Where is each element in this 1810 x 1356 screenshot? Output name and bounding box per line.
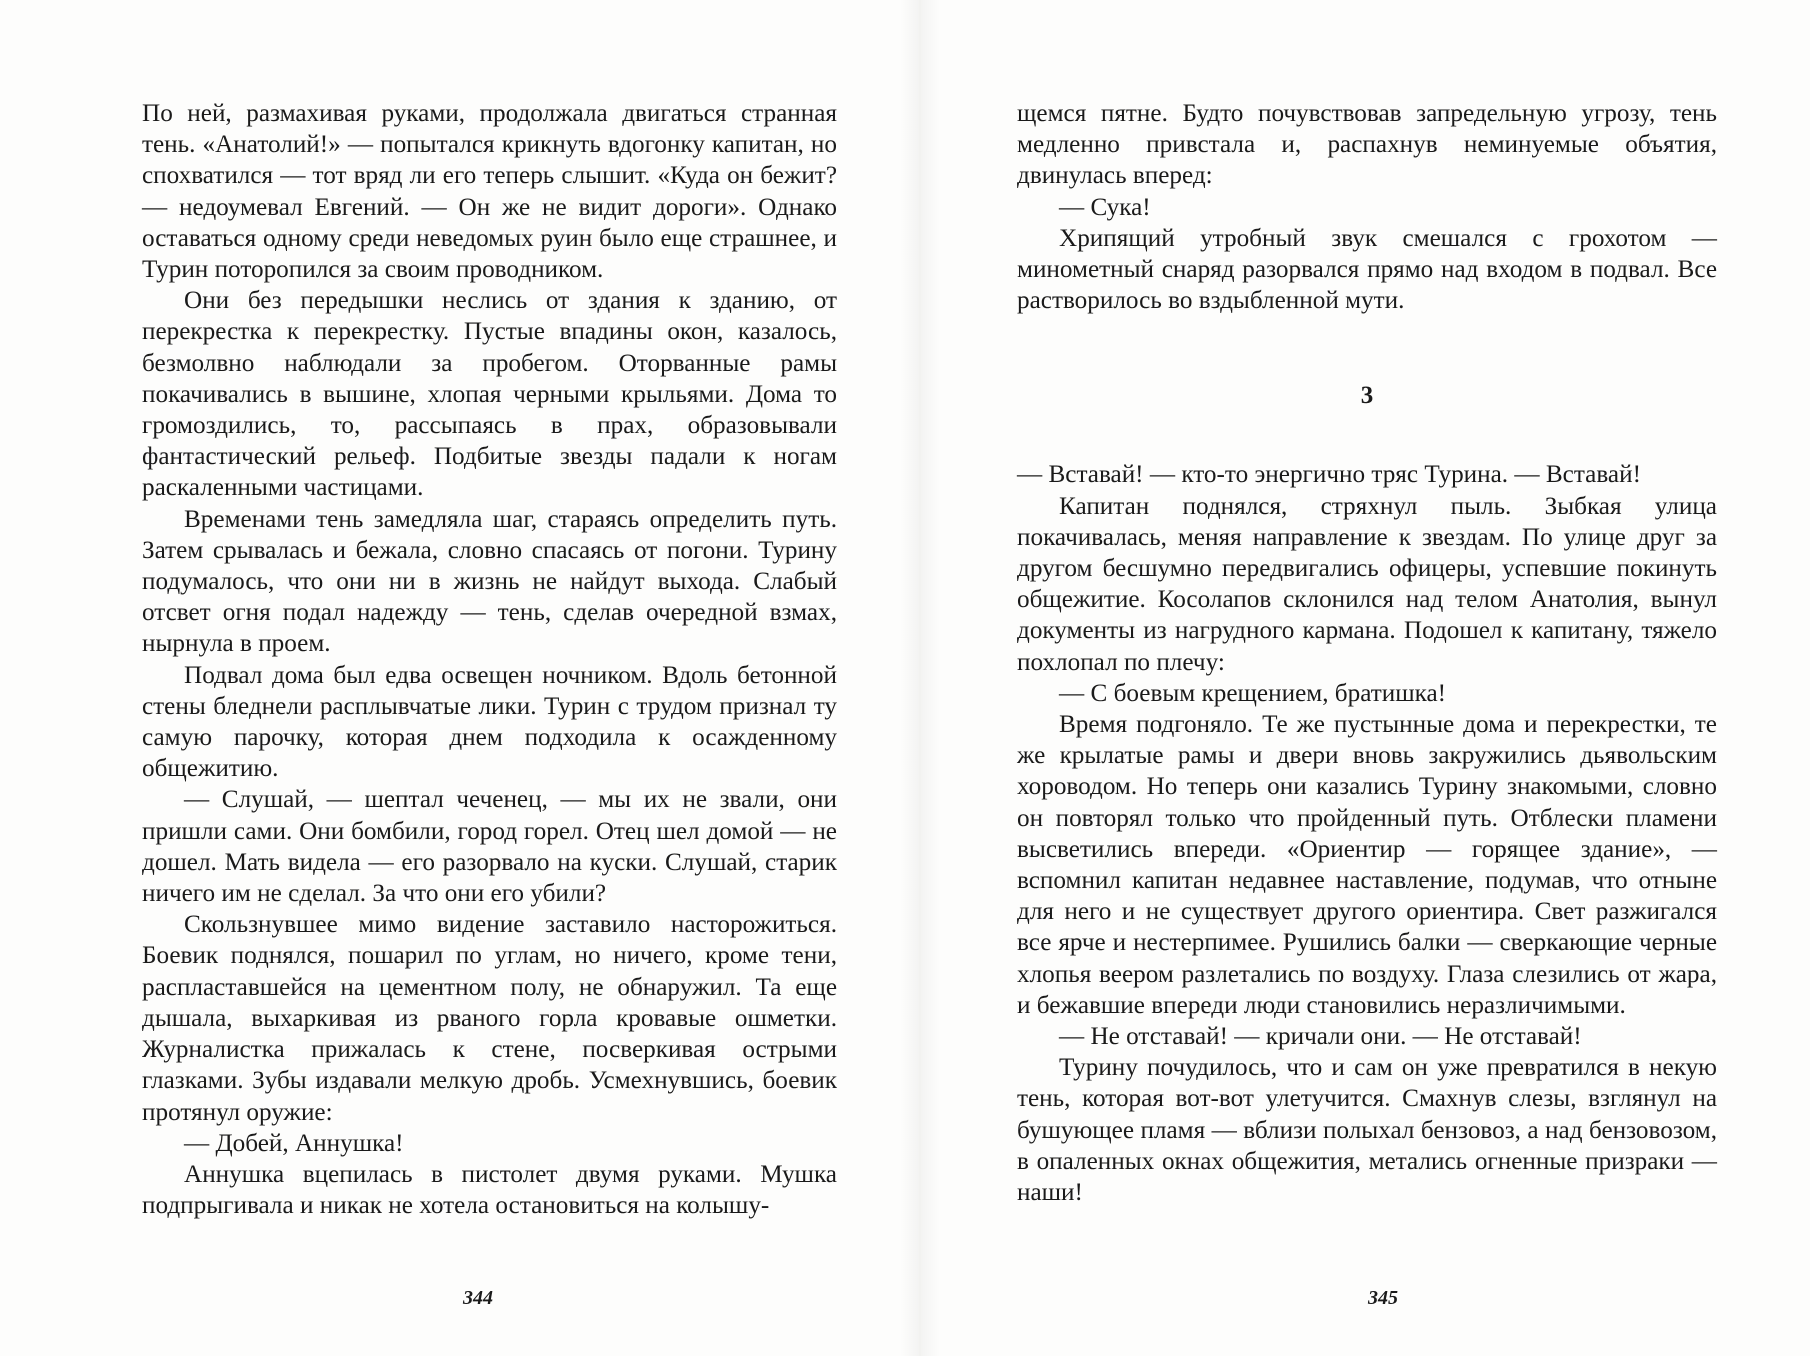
paragraph: — Не отставай! — кричали они. — Не отставай! [1059,1023,1582,1051]
paragraph: Скользнувшее мимо видение заставило насторожиться. Боевик поднялся, пошарил по углам, но ничего, кроме тени, распластавшейся на цементном полу, не обнаружил. Та еще дышала, выхаркивая из рваного горла кровавые ошметки. Журналистка прижалась к стене, посверкивая острыми глазками. Зубы издавали мелкую дробь. Усмехнувшись, боевик протянул оружие: [142,911,837,1126]
paragraph: Аннушка вцепилась в пистолет двумя руками. Мушка подпрыгивала и никак не хотела остановиться на колышу- [142,1160,837,1220]
paragraph: Турину почудилось, что и сам он уже превратился в некую тень, которая вот-вот улетучится. Смахнув слезы, взглянул на бушующее пламя — вблизи полыхал бензовоз, а над бензовозом, в опаленных окнах общежития, метались огненные призраки — наши! [1017,1054,1717,1207]
paragraph: Они без передышки неслись от здания к зданию, от перекрестка к перекрестку. Пустые впадины окон, казалось, безмолвно наблюдали за пробегом. Оторванные рамы покачивались в вышине, хлопая черными крыльями. Дома то громоздились, то, рассыпаясь в прах, образовывали фантастический рельеф. Подбитые звезды падали к ногам раскаленными частицами. [142,287,837,502]
paragraph: Хрипящий утробный звук смешался с грохотом — минометный снаряд разорвался прямо над входом в подвал. Все растворилось во вздыбленной мути. [1017,224,1717,315]
paragraph: Подвал дома был едва освещен ночником. Вдоль бетонной стены бледнели расплывчатые лики. Турин с трудом признал ту самую парочку, которая днем подходила к осажденному общежитию. [142,661,837,783]
paragraph: Капитан поднялся, стряхнул пыль. Зыбкая улица покачивалась, меняя направление к звездам. По улице друг за другом бесшумно передвигались офицеры, успевшие покинуть общежитие. Косолапов склонился над телом Анатолия, вынул документы из нагрудного кармана. Подошел к капитану, тяжело похлопал по плечу: [1017,492,1717,676]
right-page-text [1017,98,1717,1208]
paragraph: — С боевым крещением, братишка! [1059,679,1447,707]
left-page-text [142,98,837,1221]
paragraph: Временами тень замедляла шаг, стараясь определить путь. Затем срывалась и бежала, словно спасаясь от погони. Турину подумалось, что они ни в жизнь не найдут выхода. Слабый отсвет огня подал надежду — тень, сделав очередной взмах, нырнула в проем. [142,505,837,658]
paragraph: щемся пятне. Будто почувствовав запредельную угрозу, тень медленно привстала и, распахнув неминуемые объятия, двинулась вперед: [1017,100,1717,190]
paragraph: — Добей, Аннушка! [184,1129,404,1157]
paragraph: — Слушай, — шептал чеченец, — мы их не звали, они пришли сами. Они бомбили, город горел. Отец шел домой — не дошел. Мать видела — его разорвало на куски. Слушай, старик ничего им не сделал. За что они его убили? [142,786,837,908]
paragraph: По ней, размахивая руками, продолжала двигаться странная тень. «Анатолий!» — попытался крикнуть вдогонку капитан, но спохватился — тот вряд ли его теперь слышит. «Куда он бежит? — недоумевал Евгений. — Он же не видит дороги». Однако оставаться одному среди неведомых руин было еще страшнее, и Турин поторопился за своим проводником. [142,100,837,284]
paragraph: Время подгоняло. Те же пустынные дома и перекрестки, те же крылатые рамы и двери вновь закружились дьявольским хороводом. Но теперь они казались Турину знакомыми, словно он повторял только что пройденный путь. Отблески пламени высветились впереди. «Ориентир — горящее здание», — вспомнил капитан недавнее наставление, подумав, что отныне для него и не существует другого ориентира. Свет разжигался все ярче и нестерпимее. Рушились балки — сверкающие черные хлопья веером разлетались по воздуху. Глаза слезились от жара, и бежавшие впереди люди становились неразличимыми. [1017,711,1717,1019]
page-number: 344 [463,1287,493,1309]
paragraph: — Вставай! — кто-то энергично тряс Турина. — Вставай! [1017,461,1641,489]
page-number: 345 [1368,1287,1398,1309]
right-page [905,0,1810,1356]
paragraph: — Сука! [1059,193,1151,221]
chapter-number: 3 [1360,382,1374,410]
